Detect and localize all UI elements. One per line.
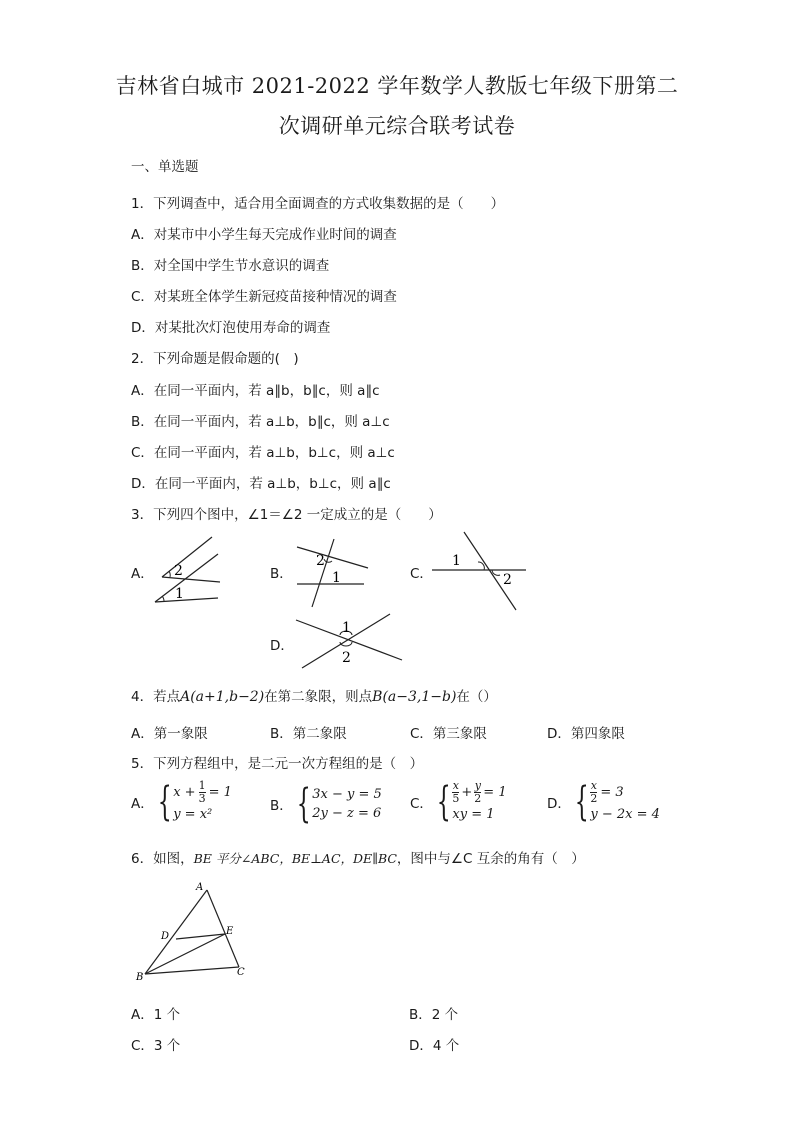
q1-option-c: C．对某班全体学生新冠疫苗接种情况的调查 (131, 289, 397, 305)
q5-d-eq1-post: = 3 (600, 785, 624, 800)
q1-option-d: D．对某批次灯泡使用寿命的调查 (131, 320, 331, 336)
q2-option-d: D．在同一平面内，若 a⊥b，b⊥c，则 a∥c (131, 476, 391, 492)
q5-b-eq2: 2y − z = 6 (312, 806, 382, 821)
q3-stem: 3．下列四个图中，∠1＝∠2 一定成立的是（ ） (131, 507, 442, 523)
q3-c-angle2-label: 2 (503, 572, 512, 588)
q2-option-a: A．在同一平面内，若 a∥b，b∥c，则 a∥c (131, 383, 380, 399)
q6-stem-math: BE 平分∠ABC，BE⊥AC，DE∥BC (193, 851, 397, 866)
q5-c-eq1-n2: y (474, 779, 481, 792)
q5-c-eq1-mid: + (461, 785, 473, 800)
q5-a-eq1-post: = 1 (208, 785, 232, 800)
brace-icon: { (157, 779, 172, 825)
q3-c-angle1-label: 1 (452, 553, 461, 569)
q3-option-b-label: B． (270, 566, 293, 582)
q5-d-eq1-num: x (590, 779, 597, 792)
brace-icon: { (574, 779, 589, 825)
q3-b-angle1-label: 1 (332, 570, 341, 586)
q3-d-angle1-label: 1 (342, 620, 351, 636)
q4-option-c: C．第三象限 (410, 726, 487, 742)
q6-stem-post: ，图中与∠C 互余的角有（ ） (396, 851, 585, 867)
q4-option-a: A．第一象限 (131, 726, 208, 742)
q5-a-eq1-pre: x + (173, 785, 196, 800)
q5-b-eq1: 3x − y = 5 (312, 787, 382, 802)
q6-option-a: A．1 个 (131, 1007, 181, 1023)
q4-option-b: B．第二象限 (270, 726, 347, 742)
q5-c-eq2: xy = 1 (452, 807, 495, 822)
q6-vertex-e-label: E (226, 926, 234, 937)
q1-option-b: B．对全国中学生节水意识的调查 (131, 258, 330, 274)
q3-option-d-label: D． (270, 638, 294, 654)
q3-a-angle1-label: 1 (175, 586, 184, 602)
q5-option-b (270, 781, 382, 827)
q4-option-d: D．第四象限 (547, 726, 625, 742)
q5-option-b-label: B． (270, 798, 293, 814)
q6-vertex-c-label: C (237, 967, 245, 978)
q5-stem: 5．下列方程组中，是二元一次方程组的是（ ） (131, 756, 424, 772)
q5-option-a (131, 780, 232, 824)
q4-stem-mid: 在第二象限，则点 (264, 689, 373, 705)
q5-option-a-label: A． (131, 796, 154, 812)
q6-option-d: D．4 个 (409, 1038, 460, 1054)
q4-point-b: B(a−3,1−b) (372, 689, 457, 705)
q3-option-a-label: A． (131, 566, 154, 582)
q6-vertex-d-label: D (161, 931, 170, 942)
q4-stem (131, 685, 497, 705)
brace-icon: { (296, 781, 311, 827)
q4-stem-pre: 4．若点 (131, 689, 181, 705)
q5-d-eq1-den: 2 (590, 792, 598, 805)
q5-a-eq1-den: 3 (198, 792, 206, 805)
q5-d-eq2: y − 2x = 4 (590, 807, 660, 822)
q5-option-d-label: D． (547, 796, 571, 812)
q5-c-eq1-post: = 1 (483, 785, 507, 800)
q3-figure-c (432, 528, 530, 613)
q6-option-b: B．2 个 (409, 1007, 459, 1023)
q3-b-angle2-label: 2 (316, 553, 325, 569)
q3-figure-d (294, 612, 406, 670)
q3-d-angle2-label: 2 (342, 650, 351, 666)
q6-vertex-b-label: B (136, 972, 144, 983)
q5-c-eq1-n1: x (452, 779, 459, 792)
q1-option-a: A．对某市中小学生每天完成作业时间的调查 (131, 227, 397, 243)
q1-stem: 1．下列调查中，适合用全面调查的方式收集数据的是（ ） (131, 196, 505, 212)
q2-stem: 2．下列命题是假命题的( ) (131, 351, 299, 367)
q3-figure-a (150, 532, 230, 607)
exam-title-line1: 吉林省白城市 2021-2022 学年数学人教版七年级下册第二 (115, 74, 679, 98)
q4-stem-post: 在（） (456, 689, 497, 705)
q4-point-a: A(a+1,b−2) (180, 689, 265, 705)
q5-option-c-label: C． (410, 796, 433, 812)
q3-a-angle2-label: 2 (174, 563, 183, 579)
q5-option-d (547, 780, 660, 824)
q6-option-c: C．3 个 (131, 1038, 181, 1054)
q6-stem-pre: 6．如图， (131, 851, 194, 867)
q3-option-c-label: C． (410, 566, 433, 582)
q2-option-b: B．在同一平面内，若 a⊥b，b∥c，则 a⊥c (131, 414, 390, 430)
q5-a-eq2: y = x² (173, 807, 213, 822)
q6-stem (131, 847, 585, 867)
q5-c-eq1-d1: 5 (452, 792, 460, 805)
q3-figure-b (292, 537, 374, 612)
q5-c-eq1-d2: 2 (474, 792, 482, 805)
section-heading: 一、单选题 (131, 159, 199, 175)
q6-triangle-figure (132, 878, 262, 988)
q2-option-c: C．在同一平面内，若 a⊥b，b⊥c，则 a⊥c (131, 445, 395, 461)
q5-option-c (410, 780, 507, 824)
brace-icon: { (436, 779, 451, 825)
q6-vertex-a-label: A (196, 882, 204, 893)
exam-title-line2: 次调研单元综合联考试卷 (278, 114, 516, 138)
q5-a-eq1-num: 1 (198, 779, 206, 792)
